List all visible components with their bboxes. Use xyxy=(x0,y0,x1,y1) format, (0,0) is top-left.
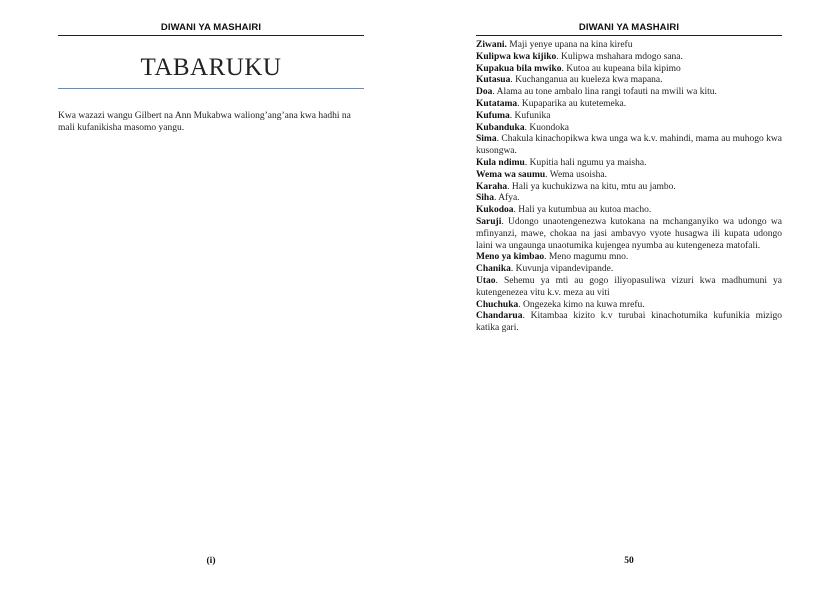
glossary-definition: . Sehemu ya mti au gogo iliyopasuliwa vizuri kwa madhumuni ya kutengenezea vitu k.v. meza au viti xyxy=(476,275,782,298)
glossary-definition: . Kuondoka xyxy=(524,122,569,133)
glossary-definition: . Kulipwa mshahara mdogo sana. xyxy=(556,51,683,62)
dedication-text: Kwa wazazi wangu Gilbert na Ann Mukabwa waliong’ang’ana kwa hadhi na mali kufanikisha masomo yangu. xyxy=(58,110,351,133)
glossary-list xyxy=(476,40,782,335)
glossary-definition: . Hali ya kutumbua au kutoa macho. xyxy=(513,205,652,216)
glossary-entry xyxy=(476,99,782,111)
glossary-term: Wema wa saumu xyxy=(476,169,546,180)
glossary-entry xyxy=(476,300,782,312)
glossary-entry xyxy=(476,182,782,194)
glossary-entry xyxy=(476,52,782,64)
glossary-entry xyxy=(476,87,782,99)
glossary-definition: . Kupitia hali ngumu ya maisha. xyxy=(524,157,647,168)
glossary-entry xyxy=(476,205,782,217)
glossary-definition: . Udongo unaotengenezwa kutokana na mchanganyiko wa udongo wa mfinyanzi, mawe, chokaa na jasi ambavyo vyote husagwa ili kupata udongo laini wa ungaunga unaotumika kujengea nyumba au kutengeneza matofali. xyxy=(476,216,782,251)
glossary-term: Chandarua xyxy=(476,311,523,322)
running-head: DIWANI YA MASHAIRI xyxy=(578,22,680,33)
glossary-entry xyxy=(476,170,782,182)
header-rule xyxy=(58,35,364,36)
glossary-entry xyxy=(476,158,782,170)
glossary-entry xyxy=(476,123,782,135)
glossary-term: Kupakua bila mwiko xyxy=(476,63,562,74)
glossary-term: Karaha xyxy=(476,181,508,192)
glossary-term: Siha xyxy=(476,193,494,204)
glossary-definition: . Ongezeka kimo na kuwa mrefu. xyxy=(518,299,645,310)
glossary-term: Ziwani. xyxy=(476,40,507,50)
right-page xyxy=(476,0,782,595)
glossary-term: Kulipwa kwa kijiko xyxy=(476,51,557,62)
glossary-definition: . Kupaparika au kutetemeka. xyxy=(517,98,627,109)
glossary-definition: . Kutoa au kupeana bila kipimo xyxy=(561,63,681,74)
glossary-definition: . Kufunika xyxy=(509,110,551,121)
title-rule xyxy=(58,88,364,89)
glossary-definition: . Meno magumu mno. xyxy=(544,252,629,263)
header-rule xyxy=(476,35,782,36)
glossary-term: Kubanduka xyxy=(476,122,525,133)
glossary-entry xyxy=(476,75,782,87)
glossary-term: Chuchuka xyxy=(476,299,519,310)
glossary-term: Saruji xyxy=(476,216,502,227)
glossary-entry xyxy=(476,111,782,123)
glossary-entry xyxy=(476,311,782,335)
glossary-entry xyxy=(476,40,782,52)
glossary-definition: . Hali ya kuchukizwa na kitu, mtu au jambo. xyxy=(507,181,676,192)
page-title: TABARUKU xyxy=(140,54,282,81)
glossary-term: Kukodoa xyxy=(476,205,514,216)
glossary-term: Kula ndimu xyxy=(476,157,525,168)
glossary-definition: . Kitambaa kizito k.v turubai kinachotumika kufunikia mizigo katika gari. xyxy=(476,311,782,334)
glossary-entry xyxy=(476,264,782,276)
glossary-definition: . Kuchanganua au kueleza kwa mapana. xyxy=(510,75,663,86)
glossary-term: Utao xyxy=(476,275,496,286)
glossary-definition: . Wema usoisha. xyxy=(545,169,608,180)
running-head: DIWANI YA MASHAIRI xyxy=(160,22,262,33)
glossary-term: Chanika xyxy=(476,264,511,275)
glossary-entry xyxy=(476,276,782,300)
page-number: 50 xyxy=(624,556,634,566)
glossary-term: Meno ya kimbao xyxy=(476,252,545,263)
glossary-term: Sima xyxy=(476,134,497,145)
glossary-entry xyxy=(476,217,782,252)
glossary-definition: . Afya. xyxy=(493,193,520,204)
page-number: (i) xyxy=(206,556,216,566)
glossary-term: Doa xyxy=(476,87,493,98)
glossary-definition: . Alama au tone ambalo lina rangi tofauti na mwili wa kitu. xyxy=(492,87,717,98)
glossary-definition: . Chakula kinachopikwa kwa unga wa k.v. mahindi, mama au muhogo kwa kusongwa. xyxy=(476,134,782,157)
glossary-definition: . Kuvunja vipandevipande. xyxy=(510,264,614,275)
glossary-term: Kutatama xyxy=(476,98,518,109)
glossary-term: Kutasua xyxy=(476,75,511,86)
glossary-term: Kufuma xyxy=(476,110,510,121)
glossary-entry xyxy=(476,252,782,264)
glossary-entry xyxy=(476,64,782,76)
left-page xyxy=(58,0,364,595)
glossary-entry xyxy=(476,134,782,158)
glossary-definition: Maji yenye upana na kina kirefu xyxy=(506,40,633,50)
glossary-entry xyxy=(476,193,782,205)
